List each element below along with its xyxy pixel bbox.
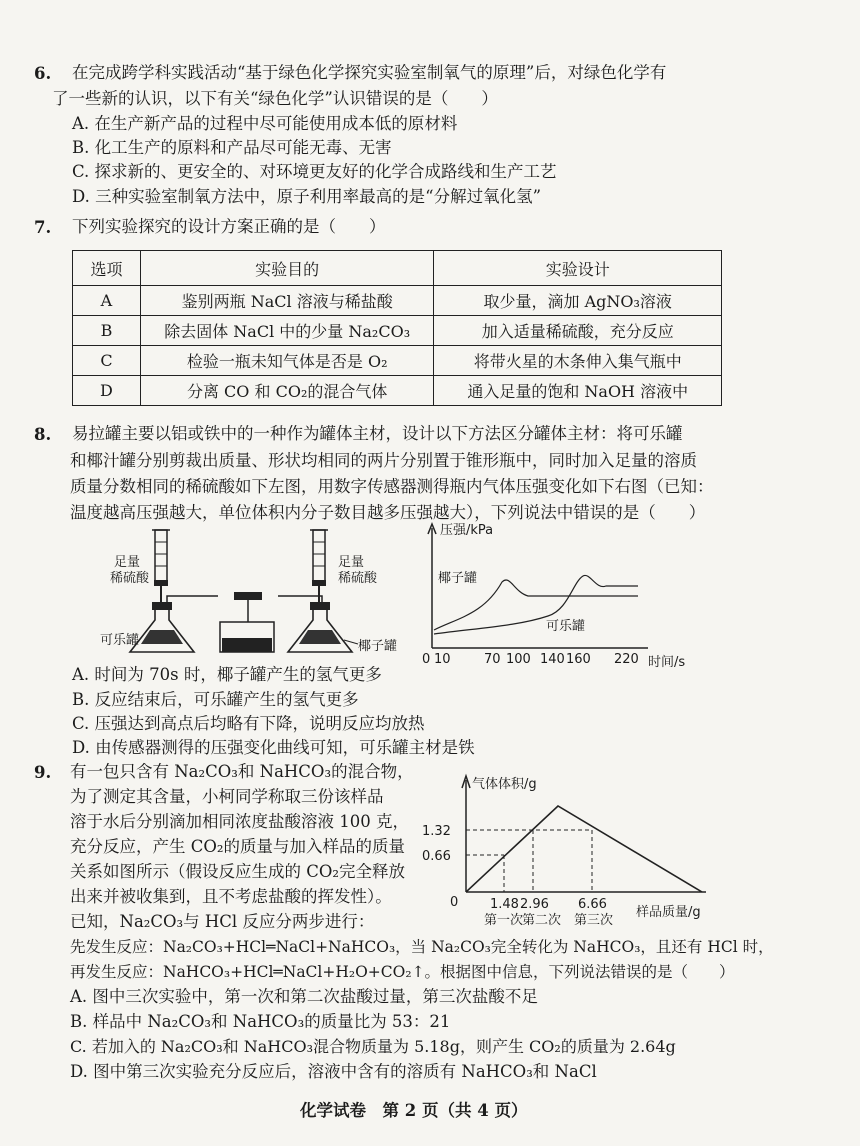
q6-number: 6. [34, 64, 52, 83]
q9-stem-line4: 充分反应，产生 CO₂的质量与加入样品的质量 [70, 837, 406, 856]
pressure-xlabel: 时间/s [648, 655, 686, 670]
pressure-ylabel: 压强/kPa [440, 523, 494, 538]
table-cell: D [73, 376, 141, 406]
x-subtick: 第二次 [522, 913, 562, 928]
q9-option-c: C. 若加入的 Na₂CO₃和 NaHCO₃混合物质量为 5.18g，则产生 CO₂的质量为 2.64g [70, 1037, 676, 1056]
right-funnel-tube [313, 530, 325, 582]
table-header: 实验目的 [140, 251, 434, 286]
y-tick: 0.66 [422, 849, 451, 864]
right-acid-label-1: 足量 [338, 555, 365, 570]
left-acid-label-1: 足量 [114, 555, 141, 570]
coconut-series-label: 椰子罐 [438, 571, 478, 586]
q9-stem-line1: 有一包只含有 Na₂CO₃和 NaHCO₃的混合物， [70, 762, 414, 781]
x-tick: 10 [434, 652, 451, 667]
q9-option-d: D. 图中第三次实验充分反应后，溶液中含有的溶质有 NaHCO₃和 NaCl [70, 1062, 597, 1081]
q9-stem-line3: 溶于水后分别滴加相同浓度盐酸溶液 100 克， [70, 812, 409, 831]
table-cell: 分离 CO 和 CO₂的混合气体 [140, 376, 434, 406]
x-tick: 6.66 [578, 897, 607, 912]
left-can-piece [141, 630, 183, 644]
table-cell: C [73, 346, 141, 376]
x-tick: 0 [422, 652, 431, 667]
pressure-sensor-head [234, 592, 262, 600]
table-cell: 除去固体 NaCl 中的少量 Na₂CO₃ [140, 316, 434, 346]
co2-ylabel: 气体体积/g [472, 777, 537, 792]
q6-option-d: D. 三种实验室制氧方法中，原子利用率最高的是“分解过氧化氢” [72, 187, 542, 206]
left-acid-label-2: 稀硫酸 [110, 571, 150, 586]
co2-curve [466, 806, 702, 892]
x-tick: 160 [566, 652, 591, 667]
q8-option-a: A. 时间为 70s 时，椰子罐产生的氢气更多 [72, 665, 382, 684]
q6-option-a: A. 在生产新产品的过程中尽可能使用成本低的原材料 [72, 114, 458, 133]
left-stopper [152, 602, 172, 610]
cola-can-label: 可乐罐 [100, 633, 140, 648]
pressure-chart [418, 518, 698, 670]
q6-stem-line2: 了一些新的认识，以下有关“绿色化学”认识错误的是（ ） [52, 89, 498, 108]
q9-reaction2: 再发生反应：NaHCO₃+HCl═NaCl+H₂O+CO₂↑。根据图中信息，下列说法错误的是（ ） [70, 963, 735, 981]
table-cell: 通入足量的饱和 NaOH 溶液中 [434, 376, 722, 406]
right-acid-label-2: 稀硫酸 [338, 571, 378, 586]
q6-option-c: C. 探求新的、更安全的、对环境更友好的化学合成路线和生产工艺 [72, 162, 557, 181]
table-cell: 将带火星的木条伸入集气瓶中 [434, 346, 722, 376]
q9-number: 9. [34, 763, 52, 782]
co2-xlabel: 样品质量/g [636, 905, 701, 920]
x-tick: 1.48 [490, 897, 519, 912]
right-stopper [310, 602, 330, 610]
co2-origin: 0 [450, 895, 459, 910]
table-row [73, 316, 722, 346]
x-tick: 2.96 [520, 897, 549, 912]
q9-stem-line6: 出来并被收集到，且不考虑盐酸的挥发性）。 [70, 887, 392, 906]
x-subtick: 第三次 [574, 913, 614, 928]
table-row [73, 286, 722, 316]
q8-stem-line2: 和椰汁罐分别剪裁出质量、形状均相同的两片分别置于锥形瓶中，同时加入足量的溶质 [70, 451, 697, 470]
table-row [73, 346, 722, 376]
cola-series-label: 可乐罐 [546, 619, 586, 634]
q8-option-c: C. 压强达到高点后均略有下降，说明反应均放热 [72, 714, 425, 733]
table-header-row [73, 251, 722, 286]
table-cell: 鉴别两瓶 NaCl 溶液与稀盐酸 [140, 286, 434, 316]
q9-stem-line2: 为了测定其含量，小柯同学称取三份该样品 [70, 787, 384, 806]
q8-stem-line4: 温度越高压强越大，单位体积内分子数目越多压强越大），下列说法中错误的是（ ） [70, 503, 706, 522]
q6-stem-line1: 在完成跨学科实践活动“基于绿色化学探究实验室制氧气的原理”后，对绿色化学有 [72, 63, 667, 82]
x-tick: 140 [540, 652, 565, 667]
table-cell: B [73, 316, 141, 346]
left-funnel-tube [155, 530, 167, 582]
x-tick: 70 [484, 652, 501, 667]
q8-stem-line1: 易拉罐主要以铝或铁中的一种作为罐体主材，设计以下方法区分罐体主材：将可乐罐 [72, 424, 683, 443]
table-header: 选项 [73, 251, 141, 286]
co2-chart [418, 764, 718, 928]
y-tick: 1.32 [422, 824, 451, 839]
q8-option-d: D. 由传感器测得的压强变化曲线可知，可乐罐主材是铁 [72, 738, 475, 757]
coconut-curve [434, 580, 638, 630]
q8-stem-line3: 质量分数相同的稀硫酸如下左图，用数字传感器测得瓶内气体压强变化如下右图（已知： [70, 477, 714, 496]
q9-stem-line7: 已知，Na₂CO₃与 HCl 反应分两步进行： [70, 912, 375, 931]
x-subtick: 第一次 [484, 913, 524, 928]
q8-number: 8. [34, 425, 52, 444]
table-cell: 加入适量稀硫酸，充分反应 [434, 316, 722, 346]
coconut-can-label: 椰子罐 [358, 639, 398, 654]
q7-stem: 下列实验探究的设计方案正确的是（ ） [72, 217, 386, 236]
q9-reaction1: 先发生反应：Na₂CO₃+HCl═NaCl+NaHCO₃，当 Na₂CO₃完全转化为 NaHCO₃，且还有 HCl 时， [70, 938, 774, 956]
experiment-table [72, 250, 722, 406]
table-cell: 取少量，滴加 AgNO₃溶液 [434, 286, 722, 316]
table-cell: 检验一瓶未知气体是否是 O₂ [140, 346, 434, 376]
table-cell: A [73, 286, 141, 316]
x-tick: 100 [506, 652, 531, 667]
q6-option-b: B. 化工生产的原料和产品尽可能无毒、无害 [72, 138, 392, 157]
right-can-piece [299, 630, 341, 644]
table-header: 实验设计 [434, 251, 722, 286]
q7-number: 7. [34, 218, 52, 237]
apparatus-diagram [100, 522, 400, 662]
q8-option-b: B. 反应结束后，可乐罐产生的氢气更多 [72, 690, 359, 709]
x-tick: 220 [614, 652, 639, 667]
q9-stem-line5: 关系如图所示（假设反应生成的 CO₂完全释放 [70, 862, 406, 881]
q9-option-a: A. 图中三次实验中，第一次和第二次盐酸过量，第三次盐酸不足 [70, 987, 538, 1006]
q9-option-b: B. 样品中 Na₂CO₃和 NaHCO₃的质量比为 53：21 [70, 1012, 451, 1031]
page-footer: 化学试卷 第 2 页（共 4 页） [300, 1101, 528, 1120]
table-row [73, 376, 722, 406]
